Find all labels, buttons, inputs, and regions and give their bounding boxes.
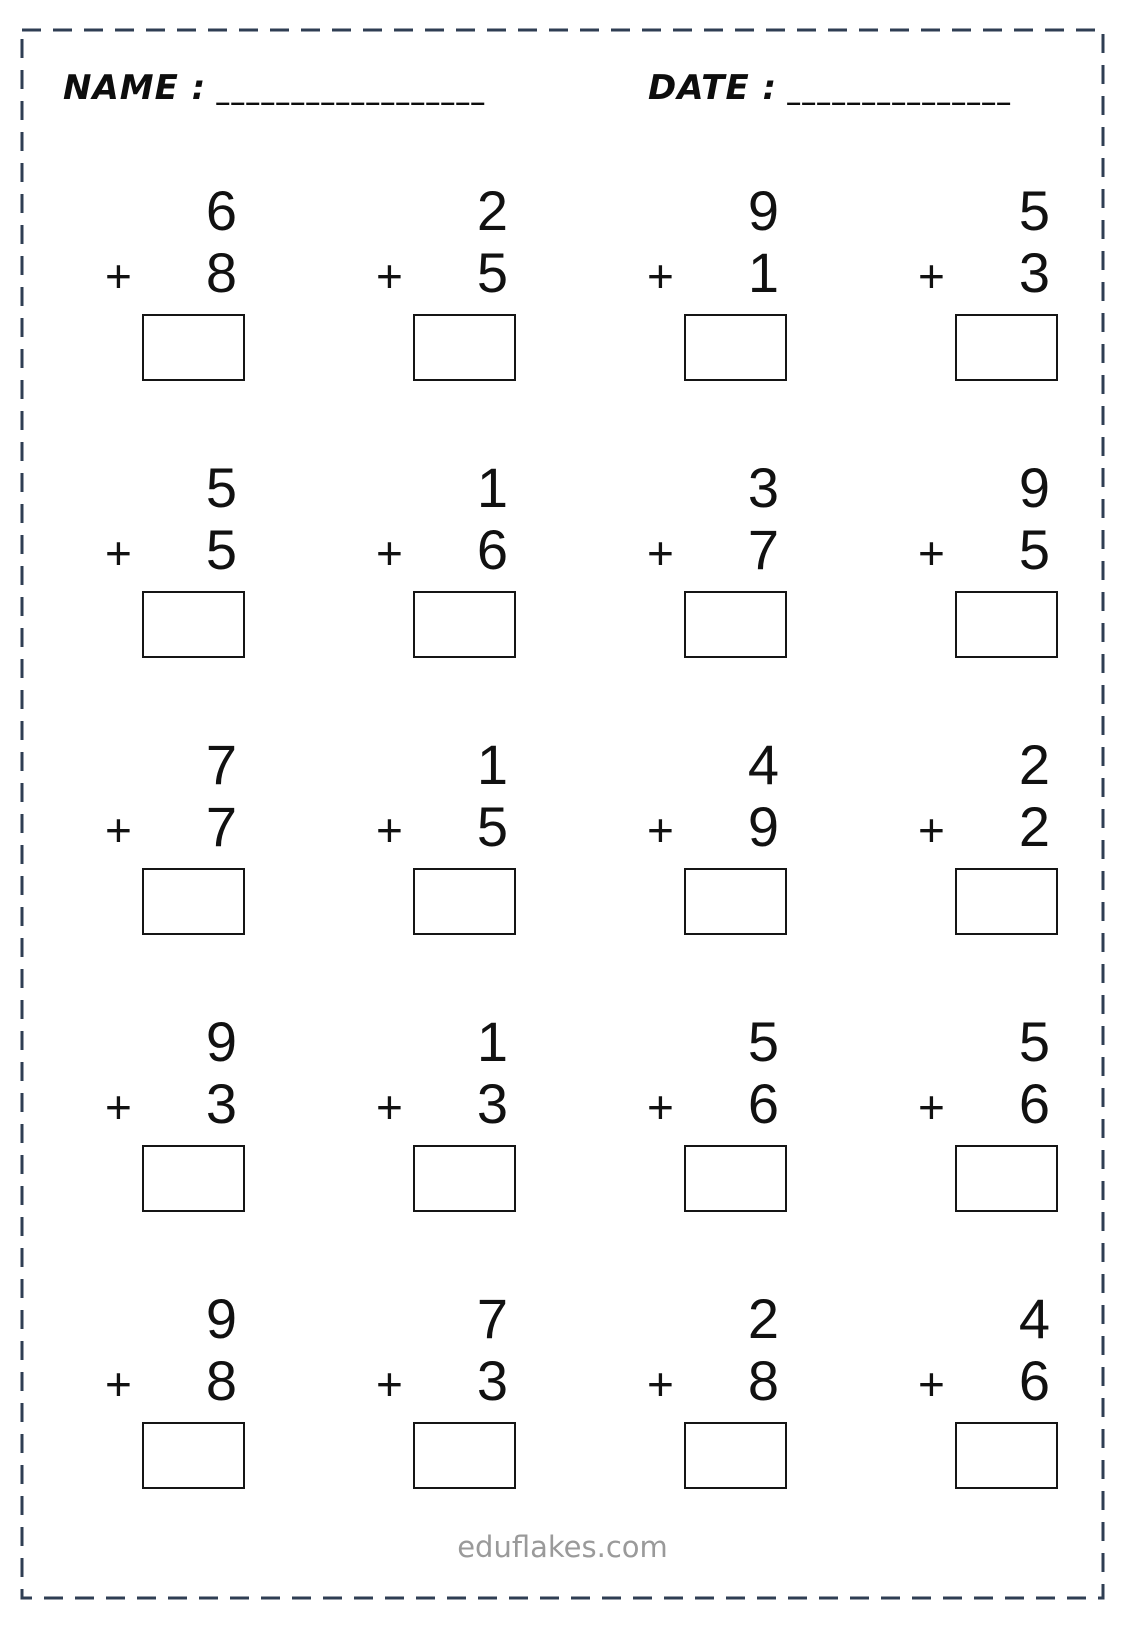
addend-bottom-row [918,519,1058,584]
plus-operator: + [376,1358,403,1410]
answer-box[interactable] [955,868,1058,935]
plus-operator: + [105,804,132,856]
plus-operator: + [918,1358,945,1410]
addend-bottom: 9 [747,795,779,858]
addend-bottom-row [647,796,787,861]
addend-bottom-row [918,1073,1058,1138]
plus-operator: + [376,250,403,302]
addend-top: 9 [747,179,779,242]
plus-operator: + [918,1081,945,1133]
answer-box[interactable] [413,868,516,935]
addend-top: 4 [1018,1287,1050,1350]
addend-bottom-row [647,1073,787,1138]
addend-top: 6 [205,179,237,242]
plus-operator: + [105,250,132,302]
addend-bottom-row [105,1073,245,1138]
date-blank-line[interactable]: _______________ [787,76,1013,106]
addition-problem [376,457,516,658]
plus-operator: + [647,804,674,856]
name-blank-line[interactable]: __________________ [216,76,487,106]
addition-problem [647,1011,787,1212]
answer-box[interactable] [413,1145,516,1212]
answer-box[interactable] [142,314,245,381]
addition-problem [105,734,245,935]
addend-top: 4 [747,733,779,796]
plus-operator: + [376,527,403,579]
addend-bottom: 6 [1018,1072,1050,1135]
addition-problem [647,457,787,658]
addition-problem [376,734,516,935]
addend-bottom-row [376,242,516,307]
addend-bottom: 5 [476,795,508,858]
addend-bottom: 8 [205,241,237,304]
addition-problem [918,1011,1058,1212]
addend-bottom: 3 [1018,241,1050,304]
addend-bottom: 8 [205,1349,237,1412]
addition-problem [918,457,1058,658]
addend-bottom-row [918,1350,1058,1415]
plus-operator: + [105,1081,132,1133]
problems-grid [105,180,1058,1489]
addend-bottom: 3 [476,1349,508,1412]
addend-bottom-row [918,796,1058,861]
addend-bottom-row [647,1350,787,1415]
addend-top: 2 [747,1287,779,1350]
answer-box[interactable] [142,591,245,658]
addend-bottom-row [376,796,516,861]
addend-bottom-row [918,242,1058,307]
addend-top: 5 [1018,1010,1050,1073]
addend-top: 3 [747,456,779,519]
addend-bottom-row [376,1073,516,1138]
addend-bottom: 5 [205,518,237,581]
name-label: NAME : [63,68,207,108]
answer-box[interactable] [684,314,787,381]
addend-bottom-row [105,796,245,861]
plus-operator: + [105,1358,132,1410]
answer-box[interactable] [955,1145,1058,1212]
addend-bottom: 1 [747,241,779,304]
answer-box[interactable] [684,1422,787,1489]
addend-top: 5 [747,1010,779,1073]
addition-problem [647,734,787,935]
plus-operator: + [647,250,674,302]
addend-top: 5 [205,456,237,519]
date-label: DATE : [648,68,778,108]
addend-bottom: 6 [1018,1349,1050,1412]
answer-box[interactable] [413,1422,516,1489]
addend-bottom: 3 [476,1072,508,1135]
answer-box[interactable] [413,314,516,381]
date-field [648,68,1012,108]
answer-box[interactable] [684,868,787,935]
plus-operator: + [647,1081,674,1133]
name-field [63,68,486,108]
addend-bottom: 6 [476,518,508,581]
addend-top: 1 [476,733,508,796]
answer-box[interactable] [684,591,787,658]
plus-operator: + [647,1358,674,1410]
addition-problem [918,734,1058,935]
addition-problem [647,180,787,381]
plus-operator: + [918,527,945,579]
addend-top: 2 [476,179,508,242]
answer-box[interactable] [142,1145,245,1212]
addend-bottom: 8 [747,1349,779,1412]
addend-top: 7 [205,733,237,796]
addend-top: 2 [1018,733,1050,796]
addition-problem [376,1011,516,1212]
addition-problem [105,1288,245,1489]
answer-box[interactable] [142,1422,245,1489]
addend-bottom: 7 [205,795,237,858]
footer-site-text: eduflakes.com [457,1530,668,1564]
addend-bottom-row [647,242,787,307]
addition-problem [105,180,245,381]
addend-bottom-row [105,242,245,307]
addend-bottom: 5 [476,241,508,304]
addition-problem [105,457,245,658]
addend-bottom-row [105,519,245,584]
plus-operator: + [376,804,403,856]
answer-box[interactable] [142,868,245,935]
plus-operator: + [918,804,945,856]
addend-bottom: 3 [205,1072,237,1135]
plus-operator: + [376,1081,403,1133]
addend-bottom-row [647,519,787,584]
addition-problem [105,1011,245,1212]
addition-problem [918,1288,1058,1489]
plus-operator: + [647,527,674,579]
answer-box[interactable] [684,1145,787,1212]
addend-top: 9 [205,1010,237,1073]
addend-top: 7 [476,1287,508,1350]
addend-bottom: 7 [747,518,779,581]
addition-problem [647,1288,787,1489]
answer-box[interactable] [413,591,516,658]
addend-bottom-row [105,1350,245,1415]
answer-box[interactable] [955,591,1058,658]
addition-problem [376,1288,516,1489]
addend-top: 1 [476,456,508,519]
addend-top: 1 [476,1010,508,1073]
addend-bottom-row [376,1350,516,1415]
addition-problem [918,180,1058,381]
addend-top: 5 [1018,179,1050,242]
addend-bottom: 5 [1018,518,1050,581]
addend-bottom: 2 [1018,795,1050,858]
addend-bottom-row [376,519,516,584]
plus-operator: + [918,250,945,302]
answer-box[interactable] [955,1422,1058,1489]
addend-top: 9 [205,1287,237,1350]
addition-problem [376,180,516,381]
addend-bottom: 6 [747,1072,779,1135]
plus-operator: + [105,527,132,579]
answer-box[interactable] [955,314,1058,381]
addend-top: 9 [1018,456,1050,519]
